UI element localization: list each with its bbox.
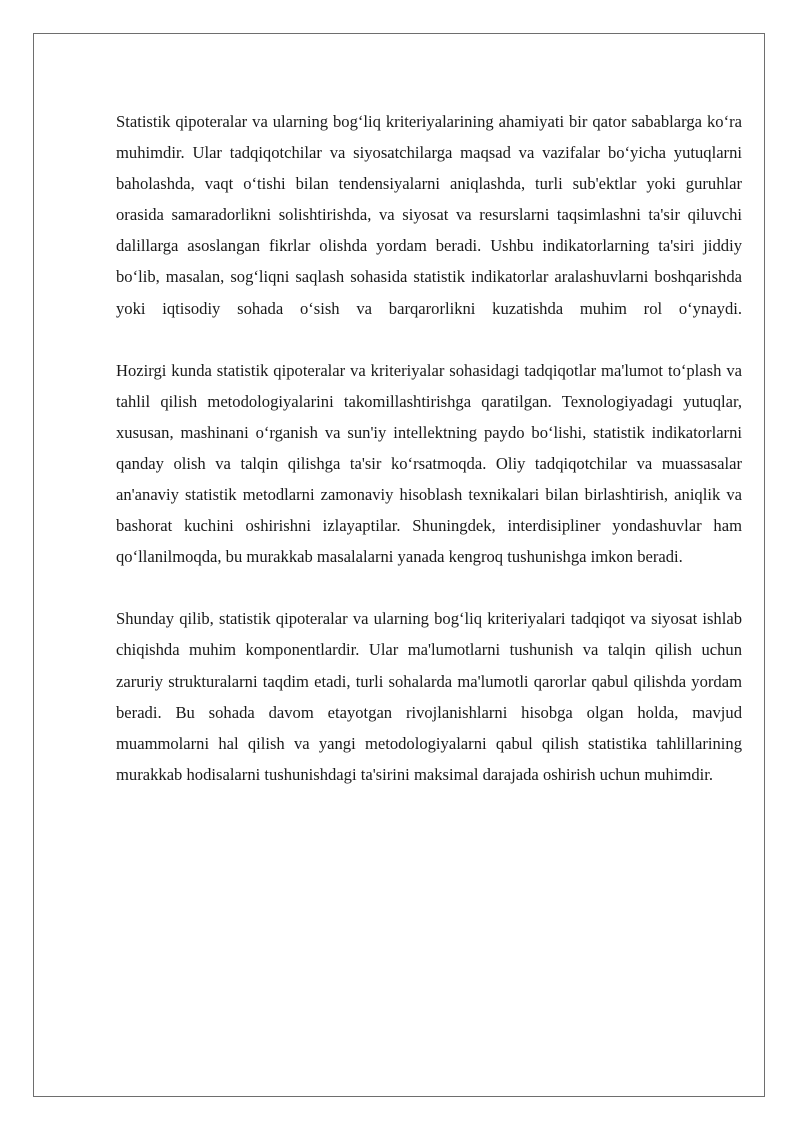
paragraph-3: Shunday qilib, statistik qipoteralar va ularning bog‘liq kriteriyalari tadqiqot va siyosat ishlab chiqishda muhim komponentlardir. Ular ma'lumotlarni tushunish va talqin qilish uchun zaruriy strukturalarni taqdim etadi, turli sohalarda ma'lumotli qarorlar qabul qilishda yordam beradi. Bu sohada davom etayotgan rivojlanishlarni hisobga olgan holda, mavjud muammolarni hal qilish va yangi metodologiyalarni qabul qilish statistika tahlillarining murakkab hodisalarni tushunishdagi ta'sirini maksimal darajada oshirish uchun muhimdir. <box>116 609 742 784</box>
paragraph-2: Hozirgi kunda statistik qipoteralar va kriteriyalar sohasidagi tadqiqotlar ma'lumot to‘plash va tahlil qilish metodologiyalarini takomillashtirishga qaratilgan. Texnologiyadagi yutuqlar, xususan, mashinani o‘rganish va sun'iy intellektning paydo bo‘lishi, statistik indikatorlarni qanday olish va talqin qilishga ta'sir ko‘rsatmoqda. Oliy tadqiqotchilar va muassasalar an'anaviy statistik metodlarni zamonaviy hisoblash texnikalari bilan birlashtirish, aniqlik va bashorat kuchini oshirishni izlayaptilar. Shuningdek, interdisipliner yondashuvlar ham qo‘llanilmoqda, bu murakkab masalalarni yanada kengroq tushunishga imkon beradi. <box>116 360 742 567</box>
document-body <box>116 106 742 821</box>
paragraph-1: Statistik qipoteralar va ularning bog‘liq kriteriyalarining ahamiyati bir qator sabablarga ko‘ra muhimdir. Ular tadqiqotchilar va siyosatchilarga maqsad va vazifalar bo‘yicha yutuqlarni baholashda, vaqt o‘tishi bilan tendensiyalarni aniqlashda, turli sub'ektlar yoki guruhlar orasida samaradorlikni solishtirishda, va siyosat va resurslarni taqsimlashni ta'sir qiluvchi dalillarga asoslangan fikrlar olishda yordam beradi. Ushbu indikatorlarning ta'siri jiddiy bo‘lib, masalan, sog‘liqni saqlash sohasida statistik indikatorlar aralashuvlarni boshqarishda yoki iqtisodiy sohada o‘sish va barqarorlikni kuzatishda muhim rol o‘ynaydi. <box>116 112 742 318</box>
